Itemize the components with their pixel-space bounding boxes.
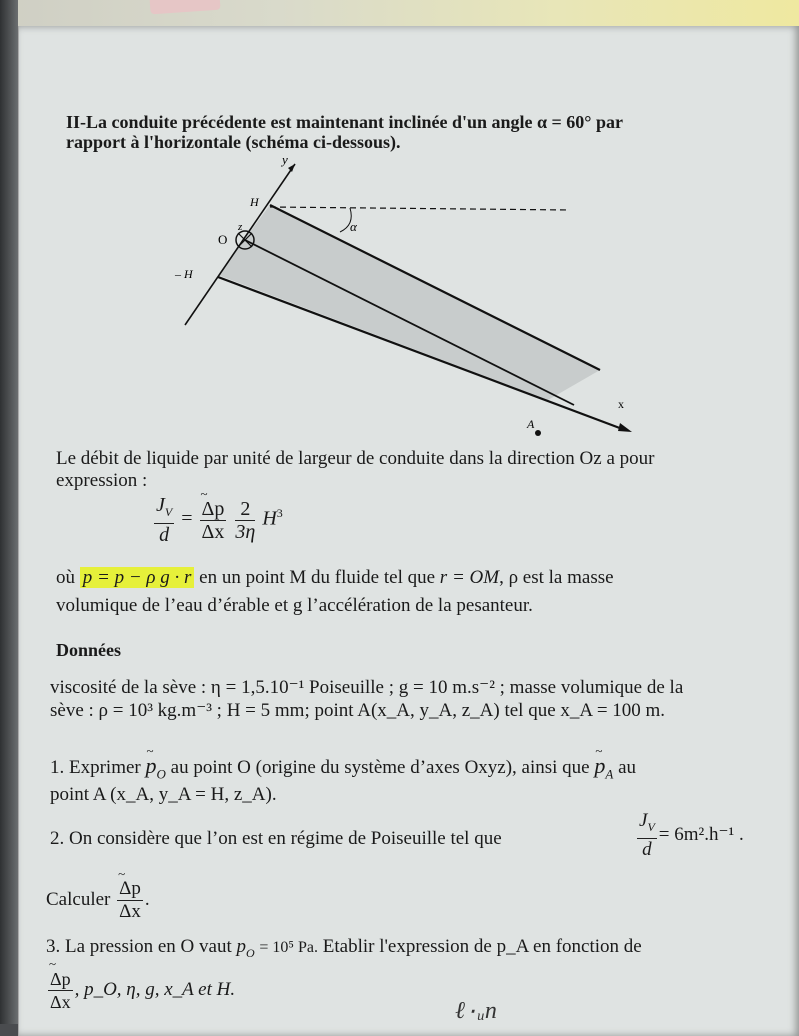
q1-pA: ~ $p_A$ [594,753,613,787]
q3-p0: $p_O$ [236,936,255,960]
formula-d: d [159,524,170,546]
donnees-line1: viscosité de la sève : η = 1,5.10⁻¹ Poiseuille ; g = 10 m.s⁻² ; masse volumique de la [50,677,684,698]
label-O: O [218,232,228,247]
label-alpha: α [350,219,357,234]
label-x: x [618,397,624,411]
formula-Jv-sub: V [164,505,173,519]
book-spine-edge [0,0,18,1024]
question-2-line1: 2. On considère que l’on est en régime de Poiseuille tel que [50,828,502,849]
formula-H: H [262,507,277,530]
center-line [245,240,574,405]
formula-3eta: 3η [235,520,256,543]
fraction-dp-over-dx [200,498,227,543]
formula-H-exp: 3 [276,505,283,520]
definition-end: , ρ est la masse [499,567,614,588]
flow-rate-sentence-line1: Le débit de liquide par unité de largeur de conduite dans la direction Oz a pour [56,448,655,469]
flow-rate-sentence-line2: expression : [56,470,148,491]
q2-fraction-Jv-over-d: $\frac{J_V}{d}$ [639,810,655,860]
top-tab-sticker [149,0,220,14]
label-H: H [250,195,259,209]
question-3-line1 [46,934,642,966]
q3-value: = 10⁵ Pa. [259,939,319,956]
q2-fraction-dp-over-dx: ~ $\frac{\Delta p}{\Delta x}$ [117,878,143,923]
q2-calculer: Calculer [46,888,111,910]
q3-fraction-dp-over-dx: ~ $\frac{\Delta p}{\Delta x}$ [48,968,73,1013]
q1-end: au [618,757,637,778]
point-A-dot [535,430,541,436]
donnees-line2: sève : ρ = 10³ kg.m⁻³ ; H = 5 mm; point A(x_A, y_A, z_A) tel que x_A = 100 m. [50,700,666,721]
section-title-line1: II-La conduite précédente est maintenant inclinée d'un angle α = 60° par [66,112,623,132]
q1-p0: ~ $p_O$ [146,753,166,787]
definition-line2: volumique de l’eau d’érable et g l’accélération de la pesanteur. [56,595,533,616]
formula-dx: Δx [201,520,225,543]
label-z: z [238,221,243,233]
formula-2: 2 [235,498,255,521]
q1-middle: au point O (origine du système d’axes Oxyz), ainsi que [170,757,590,778]
q2-formula [635,810,744,861]
label-A: A [527,417,535,431]
label-y: y [282,152,288,167]
donnees-title: Données [56,640,122,660]
flow-rate-formula [152,494,283,546]
formula-dp: ~ Δp [200,498,227,521]
q3-rest: Etablir l'expression de p_A en fonction de [322,936,642,957]
definition-middle: en un point M du fluide tel que [199,567,436,588]
question-1-line2: point A (x_A, y_A = H, z_A). [50,784,277,805]
q1-prefix: 1. Exprimer [50,757,141,778]
definition-line1 [56,565,614,591]
question-3-line2 [46,968,235,1013]
x-axis-arrow [618,423,632,432]
highlighted-ptilde-definition: p = p − ρ g · r [80,567,195,588]
question-2-calc: Calculer ~ $\frac{\Delta p}{\Delta x}$ . [46,878,150,923]
label-minus-H: – H [175,267,193,281]
pipe-fill [218,205,600,400]
q3-prefix: 3. La pression en O vaut [46,936,232,957]
r-equals-OM: r = OM [439,567,500,588]
q3-variables: , p_O, η, g, x_A et H. [74,978,236,1000]
y-axis-arrow [288,164,295,172]
horizontal-dashed-line [270,207,570,210]
fraction-2-over-3eta [235,498,255,543]
inclined-pipe-diagram [170,150,650,440]
formula-Jv: J [156,494,165,516]
section-title-line2: rapport à l'horizontale (schéma ci-dessous). [66,132,401,152]
formula-equals: = [181,507,193,530]
fraction-Jv-over-d [154,494,174,546]
ou-word: où [56,567,75,588]
handwritten-note: ℓ۰ᵤn [455,998,497,1024]
q2-value: = 6m².h⁻¹ . [658,823,744,845]
